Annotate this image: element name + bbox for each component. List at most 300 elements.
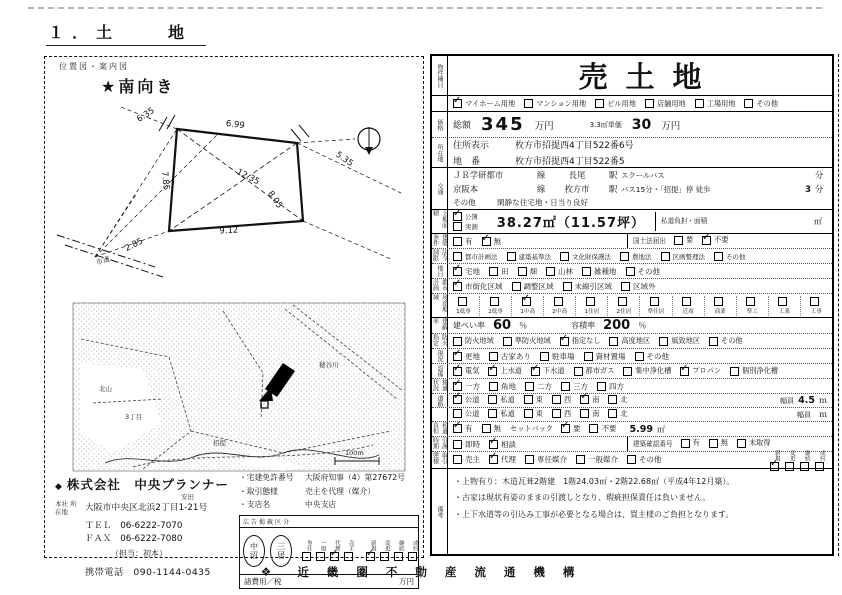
svg-text-label: 安田 [181, 493, 194, 501]
checkbox-label: 区域外 [633, 281, 656, 291]
zoning-cell [575, 296, 607, 316]
empty-checkbox-icon [609, 337, 618, 346]
checkbox-label: 上水道 [500, 366, 522, 375]
empty-checkbox-icon [582, 267, 591, 276]
empty-checkbox-icon [507, 252, 516, 261]
chimoku-checklist [448, 266, 832, 277]
address-line [453, 138, 827, 151]
floor-ratio-label: 容積率 [571, 321, 596, 330]
checkbox-label: 要 [685, 235, 694, 245]
empty-checkbox-icon [552, 409, 561, 418]
checkbox-item [709, 336, 743, 346]
svg-text-label: 5.35 [333, 149, 355, 169]
empty-checkbox-icon [681, 439, 690, 448]
facing-label: ★南向き [101, 77, 176, 96]
checkbox-label: ビル用地 [607, 98, 636, 108]
empty-checkbox-icon [709, 439, 718, 448]
tag-label: 継続 [397, 540, 404, 552]
bullet-value: 大阪府知事（4）第27672号 [305, 473, 405, 482]
floor-ratio-unit: ％ [638, 321, 647, 330]
remark-line: ・上下水道等の引込み工事が必要となる場合は、買主様のご負担となります。 [454, 509, 734, 519]
zoning-cell [479, 296, 511, 316]
empty-checkbox-icon [815, 462, 824, 471]
zoning-label: 2住居 [616, 308, 632, 315]
organization-logo-icon: ❖ [260, 564, 272, 579]
transport-other-label: その他 [453, 198, 476, 207]
price-row [448, 114, 832, 135]
road2-dir-checklist [524, 409, 637, 421]
minutes-unit: 分 [814, 170, 824, 180]
empty-checkbox-icon [597, 382, 606, 391]
transport-other-text: 閑静な住宅地・日当り良好 [497, 198, 589, 207]
empty-checkbox-icon [709, 337, 718, 346]
shido-checklist [453, 423, 510, 435]
company-name: ◆ 株式会社 中央プランナー [55, 477, 229, 492]
checkbox-item [597, 381, 624, 392]
checkbox-label: 文化財保護法 [572, 252, 611, 261]
checkbox-label: その他 [637, 266, 660, 276]
checkbox-label: 北 [620, 408, 628, 418]
checkbox-label: 宅地 [465, 266, 480, 276]
checked-checkbox-icon [453, 352, 462, 361]
checkbox-item [608, 409, 627, 419]
empty-checkbox-icon [618, 297, 627, 306]
road-row-1 [448, 395, 832, 407]
row-label-taiyo: 取引態様 [432, 452, 448, 468]
checkbox-label: 未取得 [748, 438, 771, 448]
empty-checkbox-icon [645, 99, 654, 108]
checkbox-item [609, 336, 650, 346]
empty-checkbox-icon [785, 462, 794, 471]
land-area-value: 38.27㎡（11.57坪） [496, 216, 646, 231]
checkbox-item [552, 395, 571, 405]
road-lines [57, 235, 163, 277]
checkbox-item [709, 438, 728, 448]
checkbox-label: 無 [720, 438, 728, 448]
empty-checkbox-icon [730, 367, 739, 376]
checkbox-label: 個別浄化槽 [742, 366, 778, 375]
checkbox-item [737, 438, 771, 448]
row-label-rates: 建蔽率 [432, 318, 448, 333]
empty-checkbox-icon [524, 99, 533, 108]
empty-checkbox-icon [489, 382, 498, 391]
checkbox-label: その他 [756, 98, 779, 108]
checkbox-label: 四方 [609, 381, 624, 391]
empty-checkbox-icon [682, 297, 691, 306]
checkbox-item [453, 252, 498, 261]
checkbox-item [507, 252, 552, 261]
checkbox-label: 古家あり [501, 351, 531, 361]
checkbox-item [589, 423, 616, 434]
row-label-usage [432, 96, 448, 111]
checkbox-item [453, 409, 479, 419]
checked-checkbox-icon [453, 424, 462, 433]
road2-kind-checklist [453, 409, 524, 421]
checkbox-item [674, 235, 693, 245]
empty-checkbox-icon [589, 424, 598, 433]
checkbox-item [453, 381, 480, 392]
north-compass-icon [358, 127, 380, 155]
tag-column [316, 540, 328, 561]
svg-text-label: 7.85 [159, 170, 171, 191]
empty-checkbox-icon [488, 395, 497, 404]
checkbox-item [576, 454, 618, 465]
transport-note: スクールバス [621, 171, 665, 180]
checkbox-label: 市街化区域 [465, 281, 503, 291]
checkbox-label: 売主 [465, 455, 480, 464]
setsudo-checklist [448, 381, 832, 392]
zoning-cell [704, 296, 736, 316]
coverage-label: 建ぺい率 [453, 321, 485, 330]
road-dir-checklist [524, 395, 637, 407]
transport-line [453, 169, 827, 181]
zoning-cell [543, 296, 575, 316]
checkbox-label: 有 [465, 424, 473, 433]
transport-line [453, 197, 827, 208]
checkbox-item [503, 336, 551, 346]
checkbox-label: 区画整理法 [672, 252, 705, 261]
road2-width-label: 幅員 [797, 410, 811, 419]
setback-checklist [561, 423, 626, 435]
checkbox-item [695, 99, 736, 109]
checkbox-item [488, 366, 522, 376]
footer [0, 561, 842, 580]
construction-fan-lines [95, 129, 217, 257]
tag-column [408, 540, 420, 561]
checkbox-item [561, 423, 581, 434]
checkbox-item [680, 366, 721, 376]
checkbox-item [560, 336, 601, 346]
remark-line: ・古家は現状有姿のままの引渡しとなり、瑕疵担保責任は負いません。 [454, 493, 711, 503]
checked-checkbox-icon [561, 424, 570, 433]
checkbox-label: 駐車場 [552, 351, 575, 361]
checkbox-item [582, 266, 617, 277]
checked-checkbox-icon [702, 236, 711, 245]
empty-checkbox-icon [561, 382, 570, 391]
checkbox-item [482, 423, 502, 434]
road-type-label: 市道 [95, 254, 111, 267]
zoning-cell [607, 296, 639, 316]
company-address-label: 本社 所在地 [55, 500, 77, 517]
address-value: 枚方市招提西4丁目522番5 [515, 157, 625, 167]
form-title: 売土地 [578, 60, 720, 94]
bullet-label: ・取引態様 [239, 486, 278, 496]
checkbox-item [453, 423, 473, 434]
svg-text-label: 北山 [99, 385, 112, 393]
zoning-label: 工専 [810, 308, 822, 315]
fire-checklist [448, 336, 832, 346]
checkbox-item [744, 99, 778, 109]
station-suffix: 駅 [608, 184, 618, 194]
checkbox-label: 農地法 [632, 252, 652, 261]
unit-price-label: 3.3㎡単価 [589, 120, 622, 129]
unit-price-unit: 万円 [661, 120, 681, 132]
station-name: 枚方市 [564, 184, 590, 194]
checkbox-label: 実測 [465, 223, 478, 231]
stamp-box-header: 広告掲載区分 [240, 516, 418, 528]
checkbox-label: 山林 [558, 266, 573, 276]
hanko-stamp: 中沼 [243, 535, 265, 567]
checkbox-item [488, 395, 514, 405]
road2-width-unit: ｍ [819, 410, 827, 419]
checkbox-label: 建築基準法 [518, 252, 551, 261]
unit-price-value: 30 [631, 116, 652, 133]
checked-checkbox-icon [531, 367, 540, 376]
row-label-condition: 建築条件 [431, 234, 448, 246]
zoning-label: 商業 [714, 308, 726, 315]
zoning-cell [768, 296, 800, 316]
kakunin-label: 建築確認番号 [633, 439, 673, 448]
checked-checkbox-icon [453, 282, 462, 291]
empty-checkbox-icon [453, 440, 462, 449]
checkbox-item [512, 281, 554, 292]
checkbox-label: 相談 [501, 439, 516, 449]
checkbox-item [489, 454, 516, 465]
checked-checkbox-icon [770, 462, 779, 471]
checkbox-label: 畑 [529, 266, 537, 276]
setsubi-checklist [448, 366, 832, 376]
empty-checkbox-icon [453, 252, 462, 261]
road-width-label: 幅員 [780, 396, 795, 405]
handwritten-scribble [103, 447, 383, 471]
row-label-price: 価格 [432, 112, 448, 137]
zoning-cell [672, 296, 704, 316]
row-label-road2 [432, 408, 448, 421]
checkbox-label: 要 [572, 424, 581, 433]
zoning-cell [639, 296, 671, 316]
minutes-unit: 分 [814, 184, 824, 194]
transport-note: バス15分・「招提」停 徒歩 [621, 185, 711, 194]
tag-label: 一般 [319, 540, 326, 552]
address-line [453, 154, 827, 167]
empty-checkbox-icon [512, 282, 521, 291]
checked-checkbox-icon [453, 99, 462, 108]
property-form-panel [430, 54, 834, 556]
checkbox-item [489, 439, 516, 450]
zoning-label: 2中高 [552, 308, 568, 315]
panel-note: 位置図・案内図 [59, 62, 129, 71]
total-price-value: 345 [481, 114, 525, 135]
checkbox-item [453, 395, 479, 405]
checkbox-label: 防火地域 [465, 336, 494, 345]
remark-line: ・上物有り：木造瓦葺2階建 1階24.03㎡・2階22.68㎡（平成4年12月築）。 [454, 477, 735, 486]
rates-row [448, 318, 832, 333]
line-suffix: 線 [536, 170, 546, 180]
svg-text-label: 穂谷川 [319, 361, 339, 369]
land-survey-diagram [51, 97, 415, 289]
checked-checkbox-icon [680, 367, 689, 376]
checkbox-label: 無 [493, 236, 501, 246]
fee-label: 諸費用／税 [244, 576, 282, 586]
tag-label: 新規 [369, 540, 376, 552]
checked-checkbox-icon [453, 382, 462, 391]
zoning-label: 準工 [746, 308, 758, 315]
svg-text-label: 3丁目 [125, 413, 143, 421]
empty-checkbox-icon [552, 395, 561, 404]
rail-line: ＪＲ学研都市 [453, 170, 504, 180]
empty-checkbox-icon [563, 282, 572, 291]
checkbox-label: 代理 [501, 455, 516, 464]
checkbox-label: 工場用地 [706, 98, 736, 108]
checkbox-item [552, 409, 571, 419]
setback-value: 5.99 [629, 423, 653, 435]
agent-bullet [239, 485, 419, 499]
row-label-area: 土地面積 [432, 210, 448, 233]
tag-column [302, 540, 314, 561]
row-label-law: 法令制限 [431, 249, 448, 261]
checkbox-item [524, 395, 543, 405]
empty-checkbox-icon [453, 237, 462, 246]
checkbox-item [659, 336, 700, 346]
company-logo-icon: ◆ [55, 482, 63, 492]
checkbox-item [620, 252, 652, 261]
empty-checkbox-icon [621, 282, 630, 291]
zoning-label: 準住居 [647, 308, 665, 315]
row-label-location: 所在地 [432, 138, 448, 167]
zoning-label: 2低専 [488, 308, 503, 315]
tag-label: 成約 [411, 540, 418, 552]
checkbox-label: 電気 [465, 366, 480, 375]
checked-checkbox-icon [560, 337, 569, 346]
checkbox-label: 資材置場 [595, 351, 626, 361]
checkbox-item [580, 409, 599, 419]
empty-checkbox-icon [482, 424, 491, 433]
checkbox-label: 雑種地 [594, 266, 617, 276]
checkbox-item [453, 99, 515, 109]
company-tel: ＴＥＬ 06-6222-7070 [85, 520, 183, 531]
empty-checkbox-icon [554, 297, 563, 306]
zoning-label: 1低専 [456, 308, 471, 315]
tag-label: 成約 [818, 449, 825, 461]
empty-checkbox-icon [580, 409, 589, 418]
empty-checkbox-icon [623, 367, 632, 376]
checkbox-label: 風致地区 [671, 336, 701, 345]
empty-checkbox-icon [525, 382, 534, 391]
zoning-label: 1中高 [520, 308, 536, 315]
empty-checkbox-icon [490, 297, 499, 306]
coverage-unit: ％ [519, 321, 528, 330]
empty-checkbox-icon [627, 455, 636, 464]
bullet-label: ・宅建免許番号 [239, 473, 294, 482]
company-mobile: 携帯電話 090-1144-0435 [85, 567, 211, 579]
empty-checkbox-icon [453, 455, 462, 464]
floor-ratio-value: 200 [603, 318, 631, 333]
empty-checkbox-icon [620, 252, 629, 261]
tag-column [330, 540, 342, 561]
empty-checkbox-icon [661, 252, 670, 261]
checkbox-item [635, 351, 670, 362]
checkbox-label: 西 [563, 394, 572, 404]
checkbox-item [702, 235, 728, 245]
empty-checkbox-icon [584, 352, 593, 361]
road-kind-checklist [453, 395, 524, 407]
checked-checkbox-icon [453, 367, 462, 376]
empty-checkbox-icon [540, 352, 549, 361]
empty-checkbox-icon [800, 462, 809, 471]
checkbox-item [453, 222, 478, 231]
row-label-shido: 私道負担 [431, 422, 448, 434]
zoning-label: 近商 [682, 308, 694, 315]
empty-checkbox-icon [524, 395, 533, 404]
checked-checkbox-icon [489, 455, 498, 464]
empty-checkbox-icon [744, 99, 753, 108]
checked-checkbox-icon [453, 212, 462, 221]
station-suffix: 駅 [608, 170, 618, 180]
empty-checkbox-icon [650, 297, 659, 306]
checkbox-label: 西 [563, 408, 572, 418]
empty-checkbox-icon [489, 267, 498, 276]
checkbox-item [623, 366, 671, 376]
setback-unit: ㎡ [656, 424, 665, 434]
checkbox-label: 公簿 [465, 213, 478, 221]
svg-text-label: 9.12 [219, 225, 239, 237]
empty-checkbox-icon [695, 99, 704, 108]
tag-column [380, 540, 392, 561]
setback-label: セットバック [510, 424, 553, 433]
checkbox-label: 私道 [500, 394, 515, 404]
checkbox-item [580, 395, 599, 405]
checkbox-label: 店舗用地 [656, 98, 686, 108]
empty-checkbox-icon [635, 352, 644, 361]
checkbox-label: 都市ガス [585, 366, 615, 375]
checkbox-item [621, 281, 656, 292]
total-price-unit: 万円 [534, 120, 554, 132]
checked-checkbox-icon [522, 297, 531, 306]
empty-checkbox-icon [659, 337, 668, 346]
address-key: 地 番 [453, 157, 481, 167]
empty-checkbox-icon [489, 352, 498, 361]
checkbox-label: 都市計画法 [465, 252, 498, 261]
checkbox-item [453, 351, 480, 362]
checkbox-item [681, 438, 700, 448]
checkbox-item [524, 409, 543, 419]
checkbox-item [453, 336, 494, 346]
tag-label: 専任 [305, 540, 312, 552]
checked-checkbox-icon [488, 367, 497, 376]
checkbox-label: 有 [692, 438, 700, 448]
tag-column [770, 450, 782, 471]
road-row-2 [448, 409, 832, 421]
checkbox-label: 角地 [501, 381, 516, 391]
empty-checkbox-icon [608, 409, 617, 418]
checkbox-label: 私道 [500, 408, 515, 418]
row-label-genkyo: 現況 [432, 349, 448, 363]
tag-label: 変更 [788, 449, 795, 461]
checkbox-label: 無 [493, 424, 501, 433]
taiyo-tags [770, 450, 827, 471]
toshi-checklist [448, 281, 832, 292]
bullet-value: 中央支店 [305, 500, 337, 510]
svg-text-label: 12.35 [234, 167, 262, 188]
checkbox-label: プロパン [692, 366, 722, 375]
zoning-cell [448, 296, 479, 316]
location-diagram-panel [44, 56, 424, 586]
row-label-handover: 引渡時期 [431, 437, 448, 449]
checkbox-label: 有 [465, 236, 473, 246]
checkbox-label: 即時 [465, 439, 480, 449]
checkbox-label: 東 [535, 394, 543, 404]
tag-column [785, 450, 797, 471]
empty-checkbox-icon [778, 297, 787, 306]
checkbox-label: 集中浄化槽 [635, 366, 672, 375]
checkbox-label: 二方 [537, 381, 552, 391]
private-road-label: 私道負担・面積 [661, 217, 708, 226]
svg-text-label: 8.05 [265, 189, 285, 211]
fee-unit: 万円 [399, 576, 414, 586]
empty-checkbox-icon [714, 252, 723, 261]
checked-checkbox-icon [453, 395, 462, 404]
svg-text:100m: 100m [345, 449, 364, 457]
